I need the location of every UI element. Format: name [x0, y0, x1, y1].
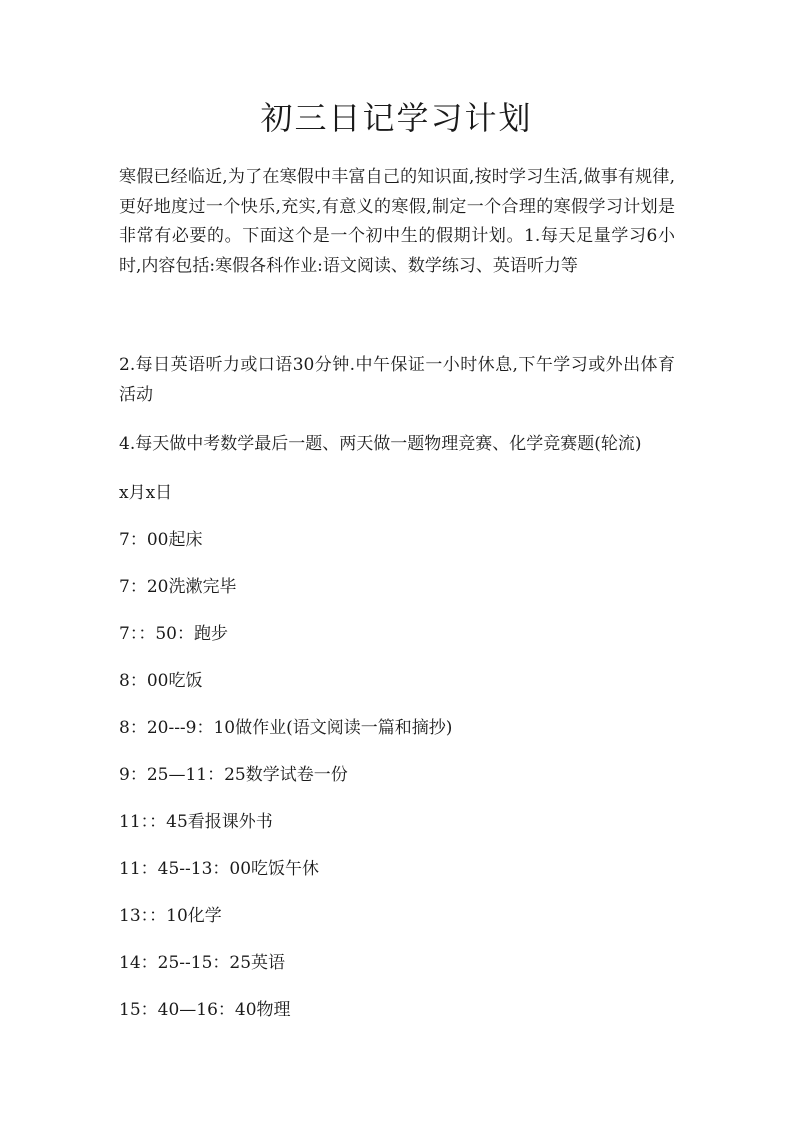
schedule-item: 7：00起床 — [119, 530, 203, 550]
schedule-item: 7：20洗漱完毕 — [119, 577, 237, 597]
schedule-item: 15：40—16：40物理 — [119, 1000, 291, 1020]
schedule-date: x月x日 — [119, 483, 173, 503]
schedule-item: 8：20---9：10做作业(语文阅读一篇和摘抄) — [119, 718, 453, 738]
schedule-item: 13：：10化学 — [119, 906, 222, 926]
paragraph-competition: 4.每天做中考数学最后一题、两天做一题物理竞赛、化学竞赛题(轮流) — [119, 434, 642, 454]
paragraph-listening: 2.每日英语听力或口语30分钟.中午保证一小时休息,下午学习或外出体育活动 — [119, 355, 675, 405]
schedule-item: 9：25—11：25数学试卷一份 — [119, 765, 348, 785]
schedule-item: 11：45--13：00吃饭午休 — [119, 859, 320, 879]
document-title: 初三日记学习计划 — [260, 99, 533, 137]
schedule-item: 14：25--15：25英语 — [119, 953, 286, 973]
schedule-item: 7：：50：跑步 — [119, 624, 228, 644]
schedule-item: 11：：45看报课外书 — [119, 812, 273, 832]
schedule-item: 8：00吃饭 — [119, 671, 203, 691]
intro-paragraph: 寒假已经临近,为了在寒假中丰富自己的知识面,按时学习生活,做事有规律,更好地度过一个快乐,充实,有意义的寒假,制定一个合理的寒假学习计划是非常有必要的。下面这个是一个初中生的假期计划。1.每天足量学习6小时,内容包括:寒假各科作业:语文阅读、数学练习、英语听力等 — [119, 167, 675, 276]
